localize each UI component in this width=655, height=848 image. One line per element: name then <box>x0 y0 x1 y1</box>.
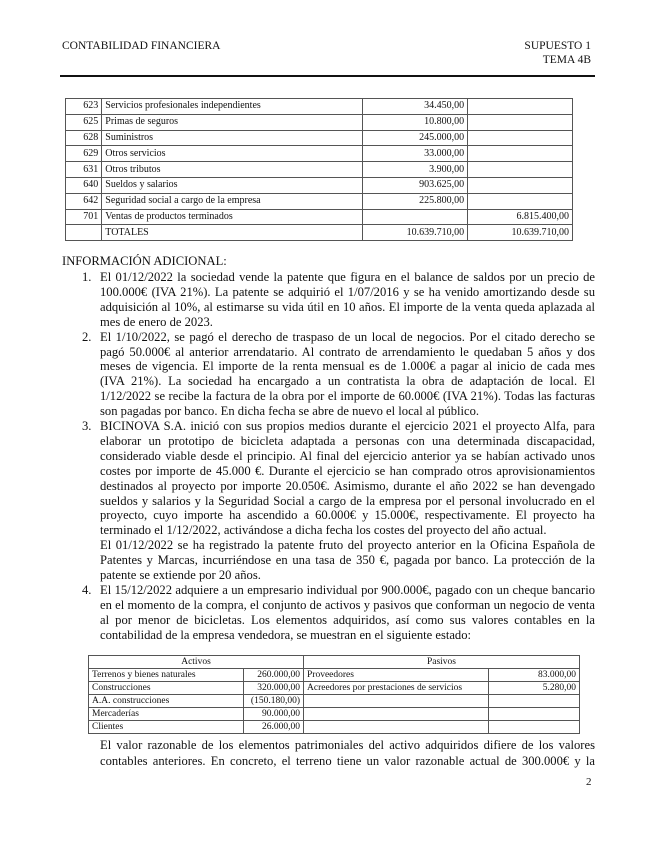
table-row <box>66 146 573 162</box>
item-line: El 01/12/2022 se ha registrado la patente fruto del proyecto anterior en la Oficina Española de <box>100 538 595 553</box>
account-name: Otros servicios <box>102 146 363 162</box>
item-line: elaborar un prototipo de bicicleta adaptada a personas con una determinada discapacidad, <box>100 433 595 448</box>
item-line: Patentes y Marcas, incurriéndose en una tasa de 350 €, pagada por banco. La protección de la <box>100 553 595 568</box>
account-code: 629 <box>66 146 102 162</box>
account-code: 623 <box>66 99 102 115</box>
item-line: El 15/12/2022 adquiere a un empresario individual por 900.000€, pagado con un cheque bancario <box>100 582 595 597</box>
account-code: 628 <box>66 130 102 146</box>
item-line: El 1/10/2022, se pagó el derecho de traspaso de un local de negocios. Por el citado derecho se <box>100 329 595 344</box>
table-row <box>89 721 580 734</box>
credit-value <box>468 146 573 162</box>
debit-value: 10.639.710,00 <box>363 225 468 241</box>
account-code: 701 <box>66 209 102 225</box>
debit-value <box>363 209 468 225</box>
liability-name: Acreedores por prestaciones de servicios <box>304 682 489 695</box>
account-name: Servicios profesionales independientes <box>102 99 363 115</box>
item-line: patente se extiende por 20 años. <box>100 568 261 582</box>
account-name: Suministros <box>102 130 363 146</box>
table-row <box>66 177 573 193</box>
table-row <box>89 669 580 682</box>
asset-name: A.A. construcciones <box>89 695 244 708</box>
item-line: al por menor de bicicletas. Los elementos adquiridos, así como sus valores contables en la <box>100 612 595 627</box>
item-line: El 01/12/2022 la sociedad vende la patente que figura en el balance de saldos por un precio de <box>100 270 595 284</box>
table-row <box>66 114 573 130</box>
item-line: son pagadas por banco. En dicha fecha se abre de nuevo el local al público. <box>100 404 480 419</box>
item-line: BICINOVA S.A. inició con sus propios medios durante el ejercicio 2021 el proyecto Alfa, para <box>100 419 595 433</box>
item-line: meses de vigencia. El importe de la renta mensual es de 1.000€ a pagar al inicio de cada mes <box>100 359 595 374</box>
account-name: Sueldos y salarios <box>102 177 363 193</box>
asset-name: Mercaderías <box>89 708 244 721</box>
asset-name: Construcciones <box>89 682 244 695</box>
item-number: 2. <box>82 329 92 344</box>
account-name: Seguridad social a cargo de la empresa <box>102 193 363 209</box>
item-line: proyecto, cuyo importe ha ascendido a 60.000€ y 15.000€, respectivamente. El proyecto ha <box>100 508 595 523</box>
item-line: considerado viable desde el principio. Al final del ejercicio anterior ya se habían activado unos <box>100 448 595 463</box>
table-row <box>66 225 573 241</box>
item-line: 100.000€ (IVA 21%). La patente se adquirió el 1/07/2016 y se ha venido amortizando desde su <box>100 284 595 299</box>
header-tema: TEMA 4B <box>542 54 591 66</box>
debit-value: 3.900,00 <box>363 162 468 178</box>
item-line: mes de enero de 2023. <box>100 314 213 329</box>
credit-value: 10.639.710,00 <box>468 225 573 241</box>
credit-value: 6.815.400,00 <box>468 209 573 225</box>
table-row <box>66 99 573 115</box>
debit-value: 225.800,00 <box>363 193 468 209</box>
item-line: contabilidad de la empresa vendedora, se muestran en el siguiente estado: <box>100 627 472 642</box>
debit-value: 10.800,00 <box>363 114 468 130</box>
asset-name: Terrenos y bienes naturales <box>89 669 244 682</box>
account-name: Ventas de productos terminados <box>102 209 363 225</box>
balance-table <box>65 98 573 241</box>
item-number: 4. <box>82 582 92 597</box>
business-table <box>88 655 580 734</box>
header-divider <box>60 75 595 77</box>
asset-value: (150.180,00) <box>244 695 304 708</box>
table-header-row <box>89 656 580 669</box>
liabilities-header: Pasivos <box>304 656 580 669</box>
account-code: 640 <box>66 177 102 193</box>
liability-name: Proveedores <box>304 669 489 682</box>
page-number: 2 <box>586 776 592 788</box>
table-row <box>66 130 573 146</box>
header-title: CONTABILIDAD FINANCIERA <box>62 40 221 52</box>
credit-value <box>468 130 573 146</box>
account-code: 625 <box>66 114 102 130</box>
item-line: (IVA 21%). La sociedad ha encargado a un contratista la obra de adaptación de local. El <box>100 374 595 389</box>
table-row <box>66 162 573 178</box>
asset-value: 26.000,00 <box>244 721 304 734</box>
credit-value <box>468 162 573 178</box>
table-row <box>89 695 580 708</box>
item-number: 1. <box>82 270 92 284</box>
header-supuesto: SUPUESTO 1 <box>524 40 591 52</box>
liability-value: 83.000,00 <box>489 669 580 682</box>
account-name: Primas de seguros <box>102 114 363 130</box>
item-line: costes por importe de 45.000 €. Durante el ejercicio se han comprado otros aprovisionamientos <box>100 463 595 478</box>
liability-name <box>304 721 489 734</box>
account-code: 631 <box>66 162 102 178</box>
liability-value: 5.280,00 <box>489 682 580 695</box>
asset-value: 260.000,00 <box>244 669 304 682</box>
credit-value <box>468 114 573 130</box>
credit-value <box>468 99 573 115</box>
table-row <box>66 209 573 225</box>
asset-name: Clientes <box>89 721 244 734</box>
item-number: 3. <box>82 419 92 433</box>
account-name: Otros tributos <box>102 162 363 178</box>
liability-name <box>304 695 489 708</box>
info-heading: INFORMACIÓN ADICIONAL: <box>62 254 227 268</box>
debit-value: 245.000,00 <box>363 130 468 146</box>
assets-header: Activos <box>89 656 304 669</box>
liability-value <box>489 695 580 708</box>
closing-line: El valor razonable de los elementos patrimoniales del activo adquiridos difiere de los valores <box>100 738 595 752</box>
item-line: en el momento de la compra, el conjunto de activos y pasivos que conforman un negocio de venta <box>100 597 595 612</box>
closing-line: contables anteriores. En concreto, el terreno tiene un valor razonable actual de 300.000€ y la <box>100 754 595 768</box>
credit-value <box>468 193 573 209</box>
asset-value: 90.000,00 <box>244 708 304 721</box>
item-line: sueldos y salarios y la Seguridad Social a cargo de la empresa por el personal involucrado en el <box>100 493 595 508</box>
liability-name <box>304 708 489 721</box>
account-code: 642 <box>66 193 102 209</box>
item-line: destinados al proyecto por importe 20.050€. Asimismo, durante el año 2022 se han devengado <box>100 478 595 493</box>
table-row <box>89 708 580 721</box>
liability-value <box>489 708 580 721</box>
table-row <box>66 193 573 209</box>
item-line: adquisición al 10%, al estimarse su vida útil en 10 años. El importe de la venta queda aplazada al <box>100 299 595 314</box>
account-code <box>66 225 102 241</box>
credit-value <box>468 177 573 193</box>
item-line: terminado el 1/12/2022, activándose a dicha fecha los costes del proyecto del año actual. <box>100 523 547 538</box>
account-name: TOTALES <box>102 225 363 241</box>
item-line: pagó 50.000€ al anterior arrendatario. Al contrato de arrendamiento le quedaban 5 años y dos <box>100 344 595 359</box>
debit-value: 34.450,00 <box>363 99 468 115</box>
table-row <box>89 682 580 695</box>
item-line: 1/12/2022 se recibe la factura de la obra por el importe de 60.000€ (IVA 21%). Todas las facturas <box>100 389 595 404</box>
debit-value: 33.000,00 <box>363 146 468 162</box>
debit-value: 903.625,00 <box>363 177 468 193</box>
asset-value: 320.000,00 <box>244 682 304 695</box>
liability-value <box>489 721 580 734</box>
